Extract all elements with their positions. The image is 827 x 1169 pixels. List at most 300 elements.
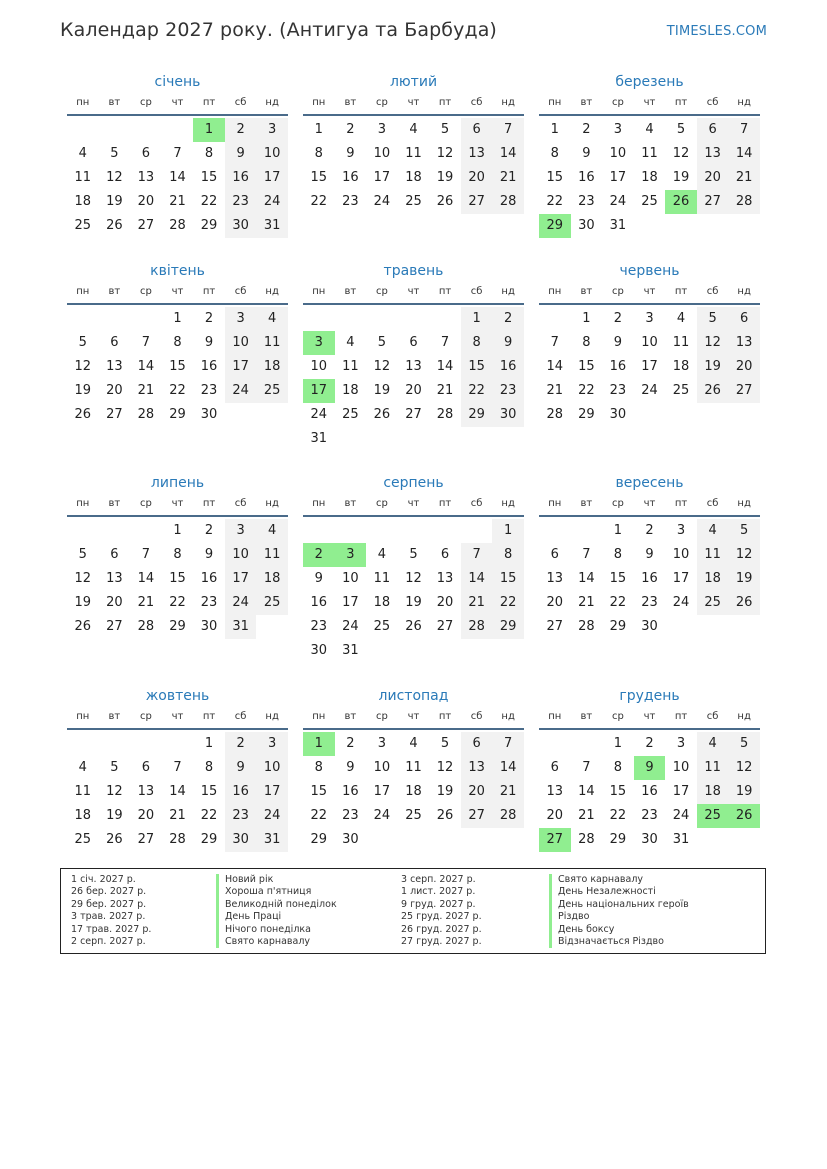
- day-cell: 19: [373, 383, 391, 398]
- day-cell: 27: [539, 828, 571, 852]
- holiday-name: Нічого понеділка: [216, 924, 337, 936]
- day-cell: 2: [346, 736, 355, 751]
- day-cell: 4: [377, 547, 387, 562]
- week-row: [539, 355, 760, 379]
- day-cell: 6: [550, 547, 559, 562]
- day-cell: 25: [697, 804, 729, 828]
- day-cell: 10: [609, 146, 627, 161]
- week-row: [67, 166, 288, 190]
- weekday-label: нд: [265, 97, 279, 108]
- empty-day-cell: [335, 427, 367, 451]
- month-name: вересень: [615, 475, 684, 491]
- week-row: [303, 142, 524, 166]
- day-cell: 20: [546, 595, 564, 610]
- day-cell: 10: [672, 547, 690, 562]
- day-cell: 11: [405, 146, 422, 161]
- week-row: [303, 519, 524, 543]
- day-cell: 17: [672, 571, 690, 586]
- day-cell: 9: [346, 146, 355, 161]
- day-cell: 6: [550, 760, 559, 775]
- empty-day-cell: [697, 214, 729, 238]
- day-cell: 9: [346, 760, 355, 775]
- day-cell: 2: [492, 307, 524, 331]
- weekday-label: вт: [344, 711, 357, 722]
- empty-day-cell: [366, 828, 398, 852]
- day-cell: 5: [78, 547, 87, 562]
- day-cell: 27: [461, 190, 493, 214]
- day-cell: 24: [310, 407, 328, 422]
- day-cell: 10: [310, 359, 328, 374]
- day-cell: 12: [728, 756, 760, 780]
- day-cell: 5: [728, 519, 760, 543]
- day-cell: 19: [405, 595, 422, 610]
- week-row: [539, 214, 760, 238]
- weekday-label: ср: [375, 498, 388, 509]
- day-cell: 24: [373, 808, 391, 823]
- day-cell: 3: [676, 523, 686, 538]
- day-cell: 17: [225, 567, 257, 591]
- site-link[interactable]: TIMESLES.COM: [666, 24, 767, 39]
- week-row: [303, 615, 524, 639]
- day-cell: 26: [106, 832, 123, 847]
- day-cell: 23: [310, 619, 328, 634]
- day-cell: 7: [141, 547, 151, 562]
- empty-day-cell: [539, 307, 571, 331]
- week-row: [67, 214, 288, 238]
- weekday-header: [303, 493, 524, 515]
- empty-day-cell: [162, 732, 194, 756]
- weekday-label: вт: [108, 97, 121, 108]
- empty-day-cell: [461, 639, 493, 663]
- day-cell: 11: [641, 146, 658, 161]
- day-cell: 28: [461, 615, 493, 639]
- day-cell: 12: [436, 146, 454, 161]
- day-cell: 16: [609, 359, 627, 374]
- day-cell: 5: [440, 122, 450, 137]
- week-row: [67, 142, 288, 166]
- empty-day-cell: [335, 519, 367, 543]
- day-cell: 18: [697, 780, 729, 804]
- day-cell: 2: [225, 732, 257, 756]
- day-cell: 1: [613, 523, 623, 538]
- week-row: [303, 379, 524, 403]
- week-row: [67, 828, 288, 852]
- holiday-date: 26 груд. 2027 р.: [401, 923, 482, 935]
- day-cell: 11: [256, 543, 288, 567]
- week-row: [67, 118, 288, 142]
- day-cell: 20: [106, 383, 123, 398]
- day-cell: 14: [169, 784, 186, 799]
- weekday-label: ср: [375, 286, 388, 297]
- weekday-header: [67, 281, 288, 303]
- weekday-label: сб: [234, 498, 247, 509]
- day-cell: 7: [582, 760, 591, 775]
- day-cell: 14: [492, 142, 524, 166]
- weekday-label: пт: [674, 97, 688, 108]
- day-cell: 12: [405, 571, 422, 586]
- day-cell: 15: [492, 567, 524, 591]
- day-cell: 16: [578, 170, 595, 185]
- day-cell: 17: [672, 784, 690, 799]
- legend-names-right: [549, 874, 689, 948]
- day-cell: 30: [641, 832, 658, 847]
- week-row: [67, 379, 288, 403]
- day-cell: 7: [440, 335, 450, 350]
- day-cell: 8: [204, 146, 214, 161]
- day-cell: 4: [697, 519, 729, 543]
- day-cell: 9: [225, 756, 257, 780]
- weekday-label: чт: [171, 286, 184, 297]
- day-cell: 12: [106, 170, 123, 185]
- empty-day-cell: [697, 615, 729, 639]
- empty-day-cell: [571, 519, 603, 543]
- empty-day-cell: [303, 307, 335, 331]
- day-cell: 1: [582, 311, 591, 326]
- day-cell: 25: [641, 194, 658, 209]
- day-cell: 13: [461, 756, 493, 780]
- month-block: [67, 686, 288, 852]
- week-row: [303, 639, 524, 663]
- day-cell: 14: [169, 170, 186, 185]
- holiday-name: Новий рік: [216, 874, 337, 886]
- day-cell: 11: [256, 331, 288, 355]
- day-cell: 30: [200, 619, 218, 634]
- month-name: червень: [619, 263, 680, 279]
- day-cell: 27: [728, 379, 760, 403]
- day-cell: 15: [310, 784, 328, 799]
- holiday-name: Відзначається Різдво: [549, 936, 689, 948]
- day-cell: 6: [697, 118, 729, 142]
- weekday-label: чт: [643, 97, 656, 108]
- weekday-label: вт: [108, 711, 121, 722]
- day-cell: 6: [440, 547, 450, 562]
- day-cell: 4: [676, 311, 686, 326]
- month-name: липень: [150, 475, 205, 491]
- day-cell: 5: [110, 146, 119, 161]
- empty-day-cell: [665, 214, 697, 238]
- weekday-label: пт: [438, 711, 452, 722]
- day-cell: 26: [74, 619, 92, 634]
- week-row: [539, 615, 760, 639]
- empty-day-cell: [366, 307, 398, 331]
- day-cell: 10: [256, 756, 288, 780]
- empty-day-cell: [398, 307, 430, 331]
- empty-day-cell: [634, 403, 666, 427]
- day-cell: 2: [613, 311, 623, 326]
- day-cell: 22: [546, 194, 564, 209]
- day-cell: 24: [609, 194, 627, 209]
- day-cell: 8: [613, 760, 623, 775]
- empty-day-cell: [492, 427, 524, 451]
- day-cell: 5: [409, 547, 418, 562]
- day-cell: 26: [697, 379, 729, 403]
- day-cell: 18: [373, 595, 391, 610]
- weekday-header: [67, 706, 288, 728]
- day-cell: 30: [609, 407, 627, 422]
- day-cell: 6: [141, 760, 151, 775]
- day-cell: 20: [137, 194, 155, 209]
- day-cell: 28: [169, 218, 186, 233]
- day-cell: 30: [342, 832, 359, 847]
- weekday-label: пт: [438, 498, 452, 509]
- day-cell: 19: [728, 780, 760, 804]
- day-cell: 16: [492, 355, 524, 379]
- month-name: травень: [383, 263, 444, 279]
- day-cell: 1: [314, 122, 323, 137]
- day-cell: 25: [74, 218, 92, 233]
- day-cell: 8: [314, 146, 323, 161]
- empty-day-cell: [429, 828, 461, 852]
- weekday-label: вт: [344, 498, 357, 509]
- day-cell: 5: [110, 760, 119, 775]
- day-cell: 14: [546, 359, 564, 374]
- day-cell: 8: [173, 335, 182, 350]
- day-cell: 17: [609, 170, 627, 185]
- day-cell: 21: [578, 595, 595, 610]
- day-cell: 4: [256, 307, 288, 331]
- day-cell: 18: [342, 383, 359, 398]
- day-cell: 1: [492, 519, 524, 543]
- weekday-label: пн: [548, 498, 562, 509]
- week-row: [539, 379, 760, 403]
- day-cell: 27: [106, 619, 123, 634]
- empty-day-cell: [99, 307, 131, 331]
- week-row: [303, 591, 524, 615]
- week-row: [539, 118, 760, 142]
- week-row: [303, 427, 524, 451]
- week-row: [67, 615, 288, 639]
- holiday-date: 1 січ. 2027 р.: [71, 874, 136, 885]
- day-cell: 1: [303, 732, 335, 756]
- day-cell: 19: [436, 784, 454, 799]
- empty-day-cell: [256, 403, 288, 427]
- day-cell: 26: [106, 218, 123, 233]
- week-row: [303, 756, 524, 780]
- day-cell: 27: [405, 407, 422, 422]
- empty-day-cell: [492, 828, 524, 852]
- day-cell: 29: [169, 619, 186, 634]
- day-cell: 7: [582, 547, 591, 562]
- weekday-label: сб: [470, 286, 483, 297]
- holiday-name: Хороша п'ятниця: [216, 886, 337, 898]
- empty-day-cell: [398, 639, 430, 663]
- day-cell: 1: [173, 523, 182, 538]
- empty-day-cell: [539, 519, 571, 543]
- day-cell: 1: [204, 736, 214, 751]
- day-cell: 3: [335, 543, 367, 567]
- weekday-label: нд: [501, 711, 515, 722]
- day-cell: 10: [225, 331, 257, 355]
- empty-day-cell: [303, 519, 335, 543]
- weekday-label: нд: [737, 97, 751, 108]
- week-row: [539, 543, 760, 567]
- week-row: [303, 828, 524, 852]
- day-cell: 23: [200, 595, 218, 610]
- weekday-label: сб: [470, 97, 483, 108]
- day-cell: 23: [641, 808, 658, 823]
- weekday-label: нд: [501, 97, 515, 108]
- weekday-label: нд: [737, 711, 751, 722]
- day-cell: 30: [225, 828, 257, 852]
- weekday-label: пт: [202, 286, 216, 297]
- day-cell: 10: [225, 543, 257, 567]
- day-cell: 15: [461, 355, 493, 379]
- day-cell: 9: [634, 756, 666, 780]
- month-block: [539, 72, 760, 238]
- day-cell: 11: [373, 571, 391, 586]
- day-cell: 17: [373, 784, 391, 799]
- week-row: [303, 403, 524, 427]
- weekday-label: чт: [407, 286, 420, 297]
- month-name: лютий: [389, 74, 438, 90]
- day-cell: 24: [256, 804, 288, 828]
- weekday-header: [67, 92, 288, 114]
- month-block: [539, 473, 760, 639]
- day-cell: 10: [373, 760, 391, 775]
- weekday-label: сб: [706, 498, 719, 509]
- week-row: [303, 331, 524, 355]
- weekday-label: ср: [139, 97, 152, 108]
- day-cell: 9: [314, 571, 323, 586]
- day-cell: 26: [436, 808, 454, 823]
- empty-day-cell: [665, 615, 697, 639]
- day-cell: 15: [609, 784, 627, 799]
- day-cell: 16: [225, 780, 257, 804]
- day-cell: 8: [550, 146, 559, 161]
- month-name: грудень: [619, 688, 680, 704]
- weekday-label: чт: [171, 97, 184, 108]
- day-cell: 24: [373, 194, 391, 209]
- empty-day-cell: [728, 828, 760, 852]
- day-cell: 11: [342, 359, 359, 374]
- weekday-label: пт: [202, 97, 216, 108]
- weekday-label: ср: [611, 97, 624, 108]
- day-cell: 24: [672, 808, 690, 823]
- empty-day-cell: [256, 615, 288, 639]
- day-cell: 19: [672, 170, 690, 185]
- month-name: серпень: [383, 475, 444, 491]
- day-cell: 7: [492, 732, 524, 756]
- day-cell: 30: [492, 403, 524, 427]
- weekday-label: нд: [501, 498, 515, 509]
- empty-day-cell: [539, 732, 571, 756]
- day-cell: 21: [728, 166, 760, 190]
- day-cell: 24: [225, 379, 257, 403]
- week-row: [67, 756, 288, 780]
- weekday-label: ср: [611, 711, 624, 722]
- month-block: [539, 261, 760, 427]
- day-cell: 15: [546, 170, 564, 185]
- day-cell: 27: [137, 218, 155, 233]
- empty-day-cell: [461, 519, 493, 543]
- month-block: [67, 473, 288, 639]
- day-cell: 4: [645, 122, 654, 137]
- day-cell: 10: [672, 760, 690, 775]
- weekday-header: [303, 706, 524, 728]
- day-cell: 28: [169, 832, 186, 847]
- day-cell: 21: [461, 591, 493, 615]
- day-cell: 27: [461, 804, 493, 828]
- day-cell: 29: [169, 407, 186, 422]
- weekday-label: нд: [737, 286, 751, 297]
- weekday-label: вт: [108, 498, 121, 509]
- day-cell: 18: [256, 567, 288, 591]
- empty-day-cell: [335, 307, 367, 331]
- day-cell: 22: [461, 379, 493, 403]
- day-cell: 14: [578, 571, 595, 586]
- weekday-header: [303, 281, 524, 303]
- empty-day-cell: [429, 427, 461, 451]
- week-row: [539, 142, 760, 166]
- day-cell: 9: [492, 331, 524, 355]
- day-cell: 20: [728, 355, 760, 379]
- day-cell: 16: [342, 784, 359, 799]
- weekday-header: [539, 706, 760, 728]
- holiday-name: День боксу: [549, 924, 689, 936]
- day-cell: 22: [578, 383, 595, 398]
- day-cell: 2: [645, 523, 654, 538]
- day-cell: 4: [78, 760, 87, 775]
- weekday-label: вт: [108, 286, 121, 297]
- empty-day-cell: [130, 118, 162, 142]
- holiday-date: 26 бер. 2027 р.: [71, 886, 147, 898]
- holiday-name: День національних героїв: [549, 899, 689, 911]
- day-cell: 22: [492, 591, 524, 615]
- month-name: листопад: [378, 688, 449, 704]
- weekday-label: пн: [548, 286, 562, 297]
- day-cell: 7: [550, 335, 559, 350]
- month-block: [67, 261, 288, 427]
- day-cell: 16: [225, 166, 257, 190]
- empty-day-cell: [728, 214, 760, 238]
- week-row: [539, 591, 760, 615]
- week-row: [67, 804, 288, 828]
- weekday-label: пт: [674, 498, 688, 509]
- day-cell: 25: [256, 591, 288, 615]
- day-cell: 23: [225, 190, 257, 214]
- day-cell: 9: [225, 142, 257, 166]
- weekday-label: сб: [470, 498, 483, 509]
- day-cell: 3: [377, 122, 387, 137]
- day-cell: 13: [405, 359, 422, 374]
- day-cell: 7: [492, 118, 524, 142]
- day-cell: 23: [342, 194, 359, 209]
- day-cell: 17: [303, 379, 335, 403]
- day-cell: 17: [256, 166, 288, 190]
- day-cell: 26: [665, 190, 697, 214]
- holiday-name: Свято карнавалу: [549, 874, 689, 886]
- weekday-label: сб: [234, 711, 247, 722]
- day-cell: 29: [200, 218, 218, 233]
- weekday-label: пт: [674, 711, 688, 722]
- day-cell: 28: [578, 832, 595, 847]
- day-cell: 5: [676, 122, 686, 137]
- day-cell: 31: [342, 643, 359, 658]
- empty-day-cell: [728, 615, 760, 639]
- day-cell: 8: [204, 760, 214, 775]
- day-cell: 23: [342, 808, 359, 823]
- week-row: [303, 166, 524, 190]
- week-row: [539, 166, 760, 190]
- day-cell: 2: [204, 523, 214, 538]
- weekday-label: нд: [265, 286, 279, 297]
- day-cell: 12: [74, 571, 92, 586]
- week-row: [303, 732, 524, 756]
- weekday-label: чт: [407, 498, 420, 509]
- empty-day-cell: [225, 403, 257, 427]
- day-cell: 17: [373, 170, 391, 185]
- holiday-date: 3 серп. 2027 р.: [401, 874, 476, 885]
